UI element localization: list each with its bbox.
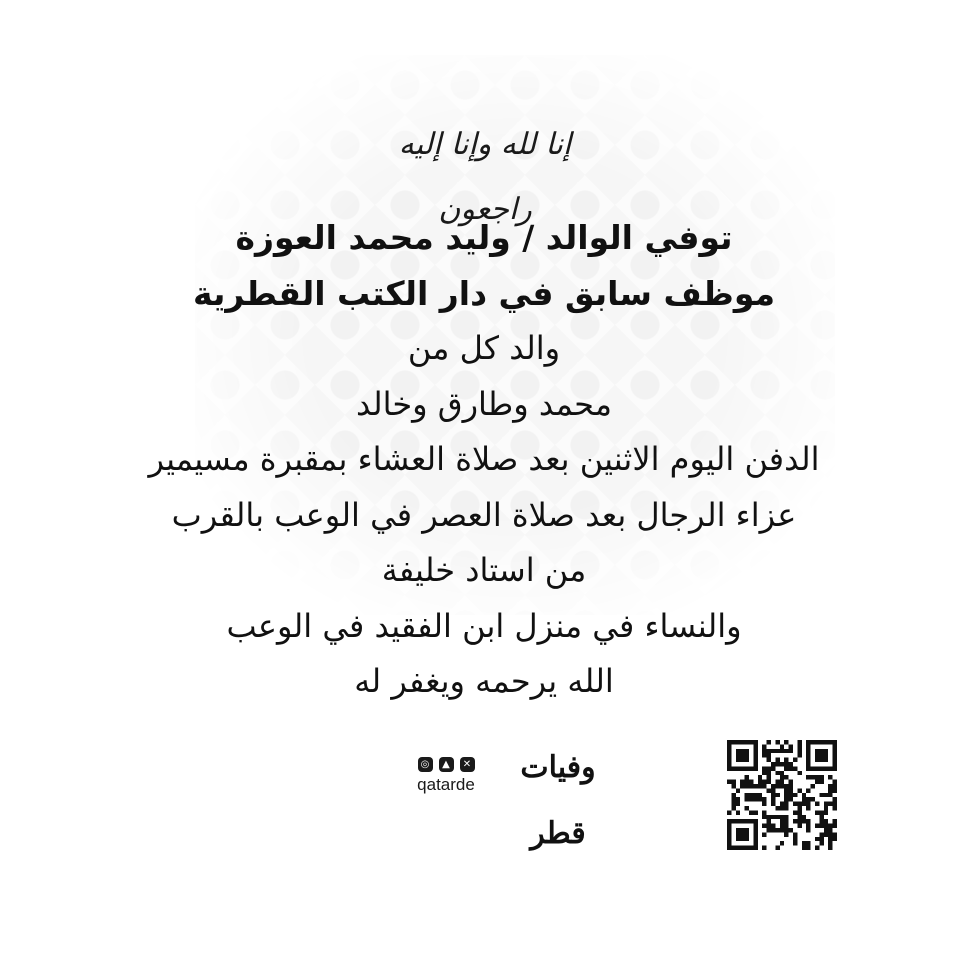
announcement-line: والنساء في منزل ابن الفقيد في الوعب [226, 606, 742, 645]
announcement-line: الدفن اليوم الاثنين بعد صلاة العشاء بمقبرة مسيمير [148, 440, 820, 478]
quran-verse-calligraphy: إنا لله وإنا إليه راجعون [398, 127, 572, 227]
snapchat-icon[interactable]: ▲ [439, 757, 454, 772]
announcement-line: الله يرحمه ويغفر له [354, 662, 614, 700]
announcement-line: محمد وطارق وخالد [356, 384, 612, 423]
announcement-line: من استاد خليفة [381, 551, 587, 589]
social-handle[interactable]: qatarde [417, 775, 475, 794]
social-links [400, 757, 492, 795]
footer-brand [400, 735, 610, 851]
qr-code[interactable] [727, 740, 837, 850]
deceased-job-line: موظف سابق في دار الكتب القطرية [193, 273, 775, 313]
wafiyat-qatar-logo: وفيات قطر [520, 750, 596, 851]
deceased-name-line: توفي الوالد / وليد محمد العوزة [235, 218, 733, 257]
announcement-line: عزاء الرجال بعد صلاة العصر في الوعب بالقرب [171, 495, 797, 534]
x-icon[interactable]: ✕ [460, 757, 475, 772]
announcement-line: والد كل من [407, 329, 561, 367]
instagram-icon[interactable]: ◎ [418, 757, 433, 772]
obituary-announcement [100, 210, 868, 710]
